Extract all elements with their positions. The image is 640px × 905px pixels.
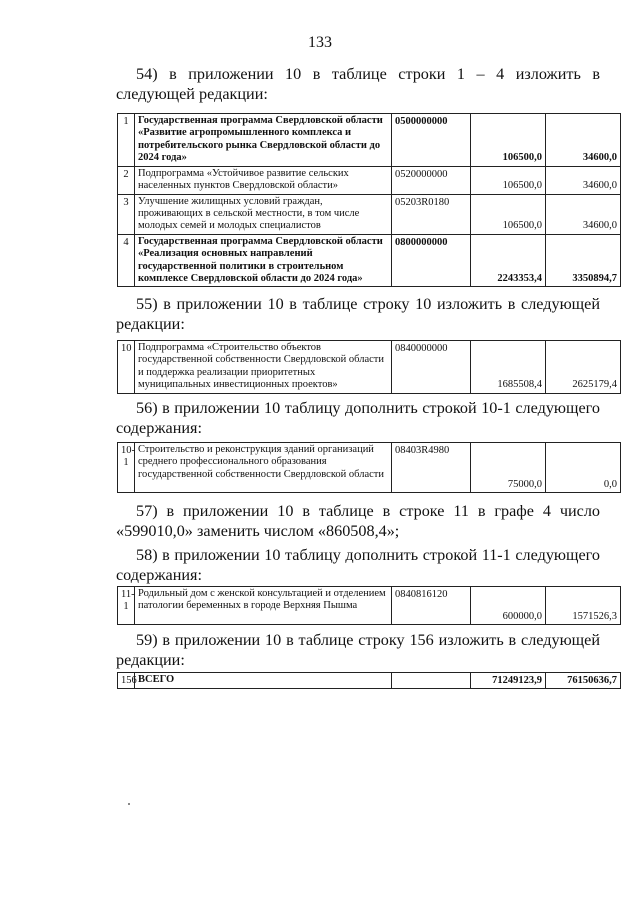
row-value-col5: 1571526,3 [546, 587, 621, 625]
row-name: Строительство и реконструкция зданий организаций среднего профессионального образования государственной собственности Свердловской области [135, 443, 392, 493]
table-row [118, 673, 621, 689]
table-row [118, 234, 621, 287]
row-name: Подпрограмма «Устойчивое развитие сельских населенных пунктов Свердловской области» [135, 166, 392, 194]
paragraph-57: 57) в приложении 10 в таблице в строке 11 в графе 4 число «599010,0» заменить числом «860508,4»; [116, 502, 600, 540]
row-value-col4: 2243353,4 [471, 234, 546, 287]
paragraph-54: 54) в приложении 10 в таблице строки 1 – 4 изложить в следующей редакции: [116, 65, 600, 103]
table-row [118, 114, 621, 167]
row-number: 3 [118, 194, 135, 234]
scan-speck [128, 803, 130, 805]
row-value-col5: 2625179,4 [546, 341, 621, 394]
row-value-col4: 600000,0 [471, 587, 546, 625]
row-number: 4 [118, 234, 135, 287]
row-name: Государственная программа Свердловской области «Реализация основных направлений государственной политики в строительном комплексе Свердловской области до 2024 года» [135, 234, 392, 287]
table-row [118, 443, 621, 493]
row-number: 1 [118, 114, 135, 167]
row-number: 10 [118, 341, 135, 394]
row-code: 0520000000 [392, 166, 471, 194]
row-number: 11-1 [118, 587, 135, 625]
page-number: 133 [308, 34, 332, 51]
table-58 [117, 586, 621, 625]
row-value-col5: 34600,0 [546, 114, 621, 167]
paragraph-58: 58) в приложении 10 таблицу дополнить строкой 11-1 следующего содержания: [116, 546, 600, 584]
row-value-col5: 76150636,7 [546, 673, 621, 689]
row-value-col4: 71249123,9 [471, 673, 546, 689]
row-name: ВСЕГО [135, 673, 392, 689]
row-code: 08403R4980 [392, 443, 471, 493]
table-55 [117, 340, 621, 394]
row-name: Родильный дом с женской консультацией и отделением патологии беременных в городе Верхняя Пышма [135, 587, 392, 625]
table-56 [117, 442, 621, 493]
table-row [118, 194, 621, 234]
row-name: Улучшение жилищных условий граждан, проживающих в сельской местности, в том числе молодых семей и молодых специалистов [135, 194, 392, 234]
paragraph-56: 56) в приложении 10 таблицу дополнить строкой 10-1 следующего содержания: [116, 399, 600, 437]
row-value-col5: 34600,0 [546, 166, 621, 194]
row-code: 05203R0180 [392, 194, 471, 234]
row-value-col5: 0,0 [546, 443, 621, 493]
row-value-col4: 1685508,4 [471, 341, 546, 394]
row-value-col5: 34600,0 [546, 194, 621, 234]
row-code: 0840816120 [392, 587, 471, 625]
paragraph-59: 59) в приложении 10 в таблице строку 156 изложить в следующей редакции: [116, 631, 600, 669]
row-number: 156 [118, 673, 135, 689]
row-code: 0500000000 [392, 114, 471, 167]
table-59 [117, 672, 621, 689]
row-name: Подпрограмма «Строительство объектов государственной собственности Свердловской области и поддержка реализации приоритетных муниципальных инвестиционных проектов» [135, 341, 392, 394]
table-row [118, 341, 621, 394]
row-value-col4: 106500,0 [471, 114, 546, 167]
row-code [392, 673, 471, 689]
row-code: 0800000000 [392, 234, 471, 287]
row-value-col5: 3350894,7 [546, 234, 621, 287]
row-number: 10-1 [118, 443, 135, 493]
table-row [118, 587, 621, 625]
table-row [118, 166, 621, 194]
table-54 [117, 113, 621, 287]
row-value-col4: 75000,0 [471, 443, 546, 493]
row-name: Государственная программа Свердловской области «Развитие агропромышленного комплекса и потребительского рынка Свердловской области до 2024 года» [135, 114, 392, 167]
row-value-col4: 106500,0 [471, 194, 546, 234]
row-value-col4: 106500,0 [471, 166, 546, 194]
paragraph-55: 55) в приложении 10 в таблице строку 10 изложить в следующей редакции: [116, 295, 600, 333]
row-code: 0840000000 [392, 341, 471, 394]
row-number: 2 [118, 166, 135, 194]
